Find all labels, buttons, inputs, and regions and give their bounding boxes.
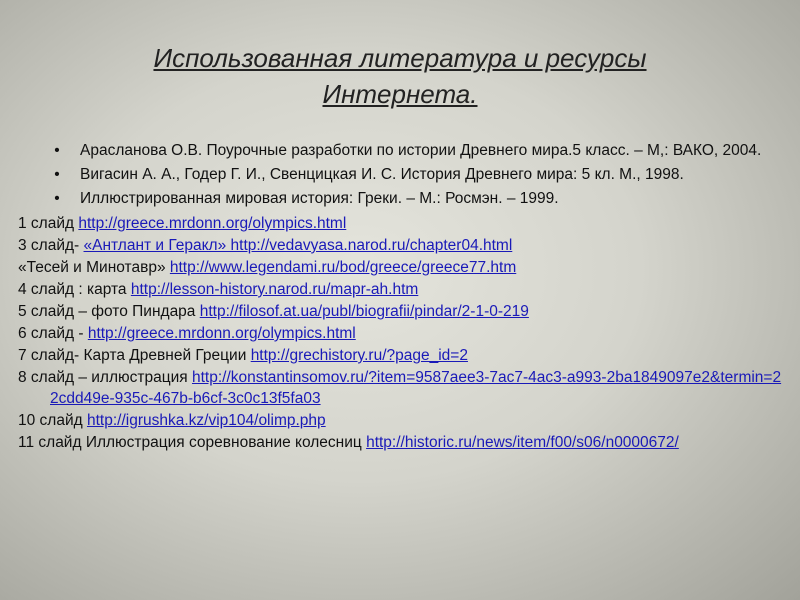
source-line — [18, 213, 785, 234]
source-line — [18, 432, 785, 453]
source-link[interactable]: http://greece.mrdonn.org/olympics.html — [78, 215, 347, 232]
source-link[interactable]: http://konstantinsomov.ru/?item=9587aee3-7ac7-4ac3-a993-2ba1849097e2&termin=22cdd49e-935c-467b-b6cf-3c0c13f5fa03 — [50, 369, 782, 407]
source-link[interactable]: «Антлант и Геракл» http://vedavyasa.narod.ru/chapter04.html — [83, 237, 513, 254]
source-link[interactable]: http://greece.mrdonn.org/olympics.html — [87, 325, 356, 342]
source-label: 7 слайд- Карта Древней Греции — [18, 347, 251, 364]
source-line — [18, 410, 785, 431]
source-line — [18, 279, 785, 300]
literature-text: Арасланова О.В. Поурочные разработки по истории Древнего мира.5 класс. – М,: ВАКО, 2004. — [80, 142, 762, 159]
source-label: 1 слайд — [18, 215, 79, 232]
source-link[interactable]: http://filosof.at.ua/publ/biografii/pindar/2-1-0-219 — [199, 303, 529, 320]
literature-item — [48, 164, 768, 185]
bullet-icon: • — [54, 166, 60, 183]
references-content — [18, 140, 782, 454]
source-label: 10 слайд — [18, 412, 87, 429]
internet-sources — [18, 213, 782, 453]
source-line — [18, 235, 785, 256]
source-label: 6 слайд - — [18, 325, 88, 342]
source-link[interactable]: http://www.legendami.ru/bod/greece/greece77.htm — [169, 259, 517, 276]
source-link[interactable]: http://lesson-history.narod.ru/mapr-ah.htm — [130, 281, 419, 298]
source-link[interactable]: http://grechistory.ru/?page_id=2 — [250, 347, 468, 364]
bullet-icon: • — [54, 190, 60, 207]
source-line — [18, 323, 785, 344]
source-label: 3 слайд- — [18, 237, 84, 254]
source-label: 8 слайд – иллюстрация — [18, 369, 192, 386]
source-link[interactable]: http://historic.ru/news/item/f00/s06/n0000672/ — [366, 434, 679, 451]
literature-item — [48, 140, 768, 161]
source-line — [18, 257, 785, 278]
source-label: 11 слайд Иллюстрация соревнование колесниц — [18, 434, 367, 451]
bullet-icon: • — [54, 142, 60, 159]
source-label: 4 слайд : карта — [18, 281, 131, 298]
literature-text: Вигасин А. А., Годер Г. И., Свенцицкая И. С. История Древнего мира: 5 кл. М., 1998. — [80, 166, 684, 183]
source-line — [18, 345, 785, 366]
source-link[interactable]: http://igrushka.kz/vip104/olimp.php — [86, 412, 326, 429]
source-line — [18, 301, 785, 322]
slide-title-line1: Использованная литература и ресурсы — [153, 43, 647, 73]
source-label: 5 слайд – фото Пиндара — [18, 303, 200, 320]
literature-list — [48, 140, 768, 209]
slide-title — [80, 40, 720, 112]
literature-text: Иллюстрированная мировая история: Греки. – М.: Росмэн. – 1999. — [80, 190, 559, 207]
literature-item — [48, 188, 768, 209]
source-label: «Тесей и Минотавр» — [18, 259, 170, 276]
source-line — [18, 367, 785, 409]
slide-title-line2: Интернета. — [322, 79, 478, 109]
